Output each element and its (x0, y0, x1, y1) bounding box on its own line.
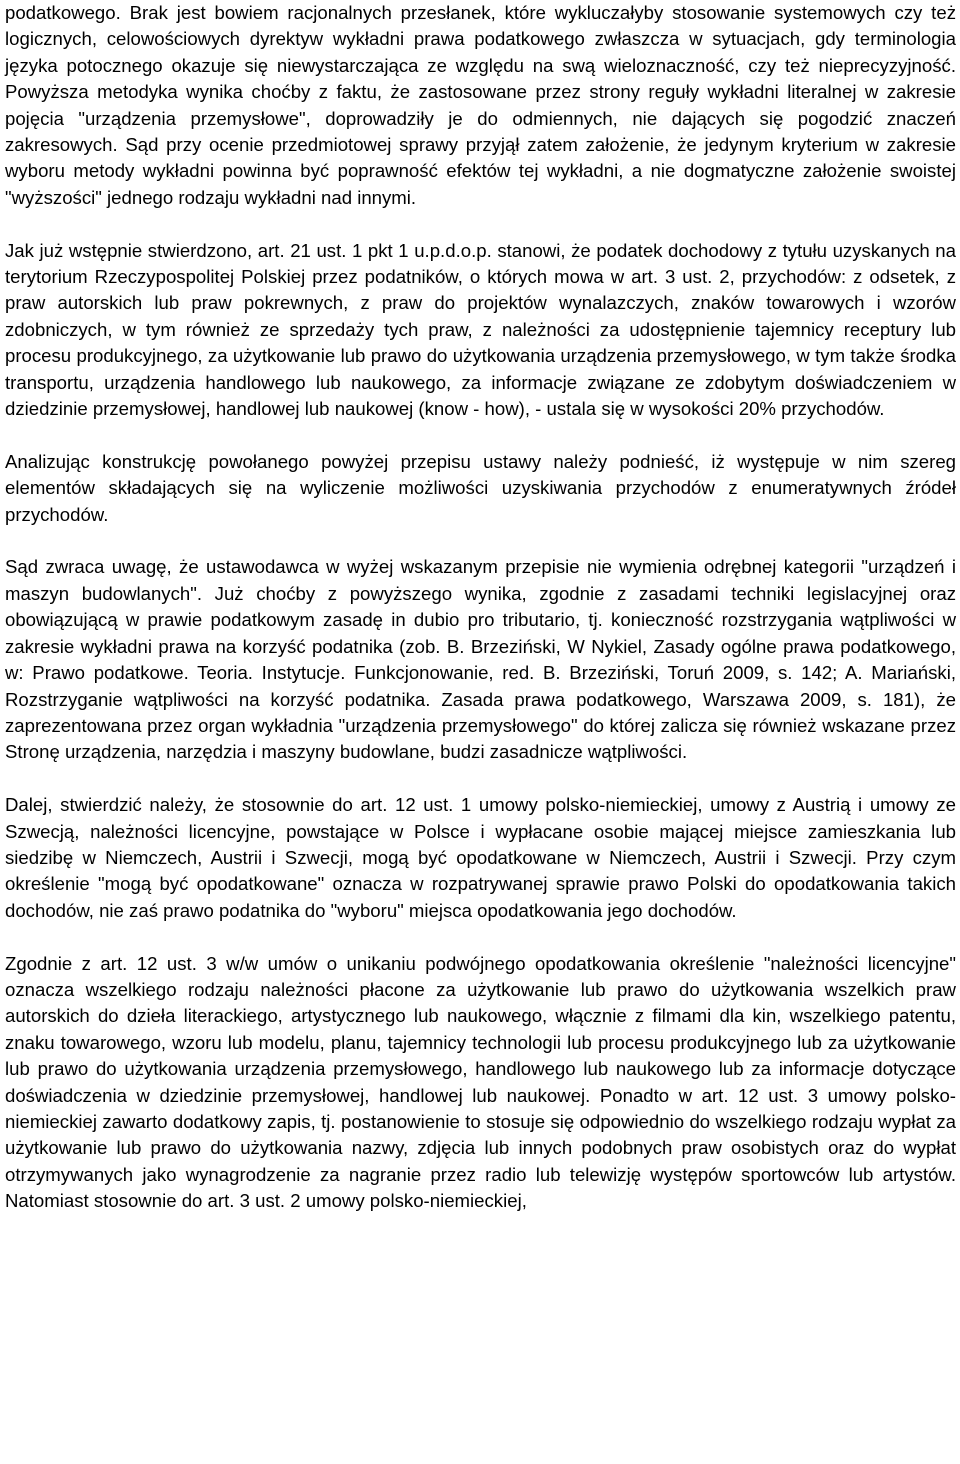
paragraph-1: podatkowego. Brak jest bowiem racjonalnych przesłanek, które wykluczałyby stosowanie systemowych czy też logicznych, celowościowych dyrektyw wykładni prawa podatkowego zwłaszcza w sytuacjach, gdy terminologia języka potocznego okazuje się niewystarczająca ze względu na swą wieloznaczność, czy też nieprecyzyjność. Powyższa metodyka wynika choćby z faktu, że zastosowane przez strony reguły wykładni literalnej w zakresie pojęcia "urządzenia przemysłowe", doprowadziły je do odmiennych, nie dających się pogodzić znaczeń zakresowych. Sąd przy ocenie przedmiotowej sprawy przyjął zatem założenie, że jedynym kryterium w zakresie wyboru metody wykładni powinna być poprawność efektów tej wykładni, a nie dogmatyczne założenie swoistej "wyższości" jednego rodzaju wykładni nad innymi. (5, 2, 956, 208)
paragraph-3: Analizując konstrukcję powołanego powyżej przepisu ustawy należy podnieść, iż występuje w nim szereg elementów składających się na wyliczenie możliwości uzyskiwania przychodów z enumeratywnych źródeł przychodów. (5, 450, 956, 525)
paragraph-4: Sąd zwraca uwagę, że ustawodawca w wyżej wskazanym przepisie nie wymienia odrębnej kategorii "urządzeń i maszyn budowlanych". Już choćby z powyższego wynika, zgodnie z zasadami techniki legislacyjnej oraz obowiązującą w prawie podatkowym zasadę in dubio pro tributario, tj. konieczność rozstrzygania wątpliwości w zakresie wykładni prawa na korzyść podatnika (zob. B. Brzeziński, W Nykiel, Zasady ogólne prawa podatkowego, w: Prawo podatkowe. Teoria. Instytucje. Funkcjonowanie, red. B. Brzeziński, Toruń 2009, s. 142; A. Mariański, Rozstrzyganie wątpliwości na korzyść podatnika. Zasada prawa podatkowego, Warszawa 2009, s. 181), że zaprezentowana przez organ wykładnia "urządzenia przemysłowego" do której zalicza się również wskazane przez Stronę urządzenia, narzędzia i maszyny budowlane, budzi zasadnicze wątpliwości. (5, 556, 956, 763)
paragraph-2: Jak już wstępnie stwierdzono, art. 21 ust. 1 pkt 1 u.p.d.o.p. stanowi, że podatek dochodowy z tytułu uzyskanych na terytorium Rzeczypospolitej Polskiej przez podatników, o których mowa w art. 3 ust. 2, przychodów: z odsetek, z praw autorskich lub praw pokrewnych, z praw do projektów wynalazczych, znaków towarowych i wzorów zdobniczych, w tym również ze sprzedaży tych praw, z należności za udostępnienie tajemnicy receptury lub procesu produkcyjnego, za użytkowanie lub prawo do użytkowania urządzenia przemysłowego, w tym także środka transportu, urządzenia handlowego lub naukowego, za informacje związane ze zdobytym doświadczeniem w dziedzinie przemysłowej, handlowej lub naukowej (know - how), - ustala się w wysokości 20% przychodów. (5, 239, 956, 420)
paragraph-6: Zgodnie z art. 12 ust. 3 w/w umów o unikaniu podwójnego opodatkowania określenie "należności licencyjne" oznacza wszelkiego rodzaju należności płacone za użytkowanie lub prawo do użytkowania wszelkich praw autorskich do dzieła literackiego, artystycznego lub naukowego, włącznie z filmami dla kin, wszelkiego patentu, znaku towarowego, wzoru lub modelu, planu, tajemnicy technologii lub procesu produkcyjnego lub za użytkowanie lub prawo do użytkowania urządzenia przemysłowego, handlowego lub naukowego lub za informacje dotyczące doświadczenia w dziedzinie przemysłowej, handlowej lub naukowej. Ponadto w art. 12 ust. 3 umowy polsko-niemieckiej zawarto dodatkowy zapis, tj. postanowienie to stosuje się odpowiednio do wszelkiego rodzaju wypłat za użytkowanie lub prawo do użytkowania nazwy, zdjęcia lub innych podobnych praw osobistych oraz do wypłat otrzymywanych jako wynagrodzenie za nagranie przez radio lub telewizję występów sportowców lub artystów. Natomiast stosownie do art. 3 ust. 2 umowy polsko-niemieckiej, (5, 952, 956, 1212)
paragraph-5: Dalej, stwierdzić należy, że stosownie do art. 12 ust. 1 umowy polsko-niemieckiej, umowy z Austrią i umowy ze Szwecją, należności licencyjne, powstające w Polsce i wypłacane osobie mającej miejsce zamieszkania lub siedzibę w Niemczech, Austrii i Szwecji, mogą być opodatkowane w Niemczech, Austrii i Szwecji. Przy czym określenie "mogą być opodatkowane" oznacza w rozpatrywanej sprawie prawo Polski do opodatkowania takich dochodów, nie zaś prawo podatnika do "wyboru" miejsca opodatkowania jego dochodów. (5, 794, 956, 921)
